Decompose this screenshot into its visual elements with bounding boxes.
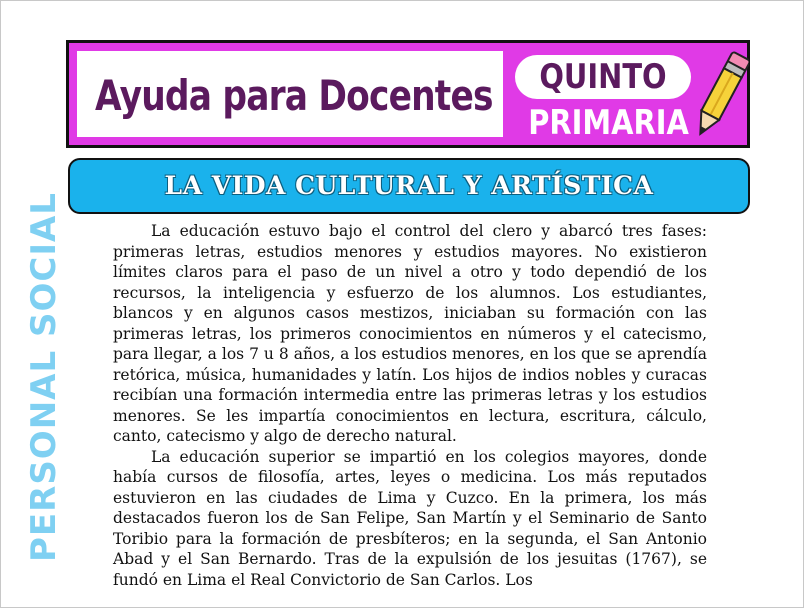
paragraph: La educación superior se impartió en los colegios mayores, donde había cursos de filosofía, artes, leyes o medicina. Los más reputados estuvieron en las ciudades de Lima y Cuzco. En la primera, los más destacados fueron los de San Felipe, San Martín y el Seminario de Santo Toribio para la formación de presbíteros; en la segunda, el San Antonio Abad y el San Bernardo. Tras de la expulsión de los jesuitas (1767), se fundó en Lima el Real Convictorio de San Carlos. Los <box>113 447 707 589</box>
section-title-bar <box>68 158 750 214</box>
grade-pill <box>515 55 691 99</box>
header-banner <box>66 40 750 148</box>
section-title: LA VIDA CULTURAL Y ARTÍSTICA <box>164 171 654 200</box>
body-text <box>113 221 707 590</box>
level-label: PRIMARIA <box>528 103 689 143</box>
pencil-icon <box>693 45 749 145</box>
site-title: Ayuda para Docentes <box>95 71 493 120</box>
subject-side-label: PERSONAL SOCIAL <box>24 192 64 562</box>
grade-label: QUINTO <box>539 57 667 97</box>
banner-title-panel <box>77 51 503 137</box>
paragraph: La educación estuvo bajo el control del clero y abarcó tres fases: primeras letras, estudios menores y estudios mayores. No existieron límites claros para el paso de un nivel a otro y todo dependió de los recursos, la inteligencia y esfuerzo de los alumnos. Los estudiantes, blancos y en algunos casos mestizos, iniciaban su formación con las primeras letras, los primeros conocimientos en números y el catecismo, para llegar, a los 7 u 8 años, a los estudios menores, en los que se aprendía retórica, música, humanidades y latín. Los hijos de indios nobles y curacas recibían una formación intermedia entre las primeras letras y los estudios menores. Se les impartía conocimientos en lectura, escritura, cálculo, canto, catecismo y algo de derecho natural. <box>113 222 707 445</box>
